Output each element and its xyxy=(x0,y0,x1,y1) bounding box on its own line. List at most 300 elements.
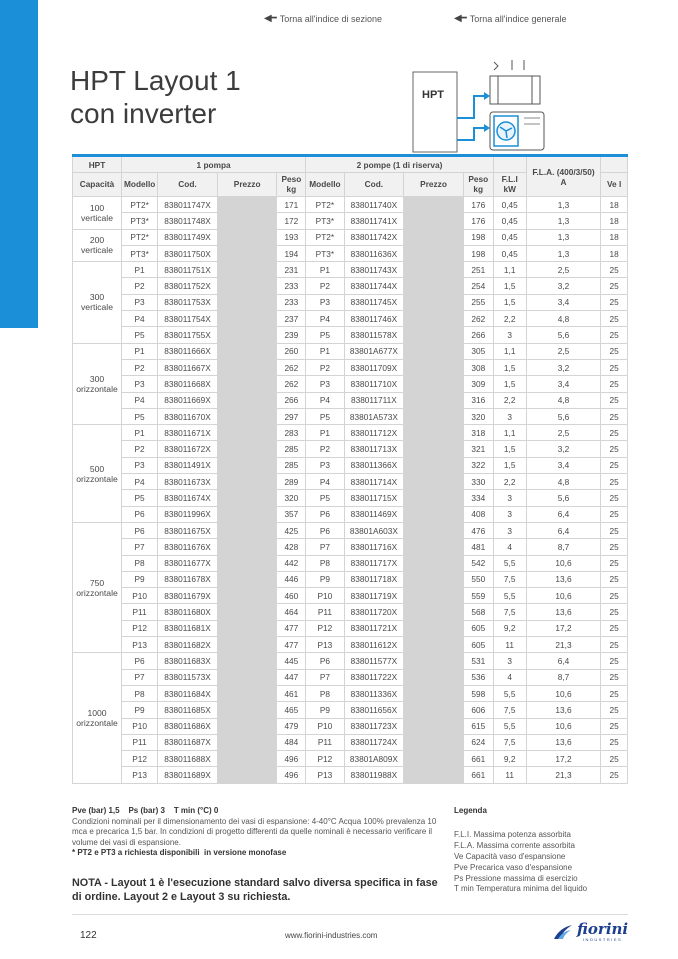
weight-cell: 428 xyxy=(277,539,306,555)
weight2-cell: 316 xyxy=(463,392,493,408)
vel-cell: 18 xyxy=(601,197,628,213)
weight2-cell: 309 xyxy=(463,376,493,392)
vel-cell: 18 xyxy=(601,213,628,229)
weight-cell: 171 xyxy=(277,197,306,213)
model2-cell: P13 xyxy=(306,637,344,653)
fli-cell: 1,5 xyxy=(493,441,526,457)
weight2-cell: 661 xyxy=(463,767,493,783)
price2-header: Prezzo xyxy=(404,173,464,197)
weight-cell: 260 xyxy=(277,343,306,359)
model-cell: PT2* xyxy=(122,229,158,245)
table-row xyxy=(73,229,628,245)
price-header: Prezzo xyxy=(217,173,277,197)
legend xyxy=(454,806,654,895)
price2-cell xyxy=(404,408,464,424)
fli-cell: 0,45 xyxy=(493,245,526,261)
table-row xyxy=(73,197,628,213)
model2-cell: P8 xyxy=(306,685,344,701)
vel-cell: 25 xyxy=(601,767,628,783)
weight2-cell: 550 xyxy=(463,571,493,587)
price2-cell xyxy=(404,522,464,538)
price2-cell xyxy=(404,539,464,555)
layout-note: NOTA - Layout 1 è l'esecuzione standard salvo diversa specifica in fase di ordine. Layout 2 e Layout 3 su richiesta. xyxy=(72,877,438,903)
price2-cell xyxy=(404,327,464,343)
fli-cell: 11 xyxy=(493,767,526,783)
model-cell: P12 xyxy=(122,620,158,636)
model2-cell: P10 xyxy=(306,588,344,604)
vel-cell: 25 xyxy=(601,734,628,750)
model-cell: P1 xyxy=(122,425,158,441)
table-row xyxy=(73,767,628,783)
model-cell: PT3* xyxy=(122,213,158,229)
price-cell xyxy=(217,637,277,653)
fla-cell: 3,2 xyxy=(526,359,601,375)
model-cell: P7 xyxy=(122,669,158,685)
fla-cell: 21,3 xyxy=(526,637,601,653)
weight2-header: Peso kg xyxy=(463,173,493,197)
table-row xyxy=(73,734,628,750)
vel-cell: 25 xyxy=(601,685,628,701)
code-cell: 838011688X xyxy=(158,751,218,767)
weight2-cell: 321 xyxy=(463,441,493,457)
price2-cell xyxy=(404,457,464,473)
model-cell: P9 xyxy=(122,702,158,718)
legend-item: F.L.I. Massima potenza assorbita xyxy=(454,829,571,839)
fla-cell: 3,4 xyxy=(526,457,601,473)
code2-cell: 838011577X xyxy=(344,653,404,669)
price-cell xyxy=(217,702,277,718)
weight2-cell: 568 xyxy=(463,604,493,620)
weight2-cell: 624 xyxy=(463,734,493,750)
fli-cell: 3 xyxy=(493,408,526,424)
table-row xyxy=(73,311,628,327)
code-cell: 838011753X xyxy=(158,294,218,310)
footer-divider xyxy=(72,914,628,915)
model2-cell: P4 xyxy=(306,392,344,408)
table-group-header-row xyxy=(73,156,628,173)
capacity-cell: 750 orizzontale xyxy=(73,522,122,652)
fla-cell: 4,8 xyxy=(526,392,601,408)
weight-cell: 262 xyxy=(277,359,306,375)
code-cell: 838011687X xyxy=(158,734,218,750)
price2-cell xyxy=(404,588,464,604)
weight2-cell: 606 xyxy=(463,702,493,718)
back-to-general-index-link[interactable] xyxy=(454,13,567,24)
fla-cell: 3,2 xyxy=(526,278,601,294)
code2-cell: 838011718X xyxy=(344,571,404,587)
weight2-cell: 318 xyxy=(463,425,493,441)
weight2-cell: 531 xyxy=(463,653,493,669)
table-row xyxy=(73,359,628,375)
model-cell: P6 xyxy=(122,506,158,522)
model-cell: P3 xyxy=(122,376,158,392)
model-cell: P12 xyxy=(122,751,158,767)
fla-cell: 3,4 xyxy=(526,294,601,310)
code2-cell: 838011366X xyxy=(344,457,404,473)
model-cell: PT2* xyxy=(122,197,158,213)
code-cell: 838011671X xyxy=(158,425,218,441)
fli-header: F.L.I kW xyxy=(493,173,526,197)
model2-cell: P12 xyxy=(306,751,344,767)
weight2-cell: 255 xyxy=(463,294,493,310)
fla-cell: 13,6 xyxy=(526,702,601,718)
vel-cell: 25 xyxy=(601,359,628,375)
model-cell: P1 xyxy=(122,262,158,278)
model-cell: P2 xyxy=(122,278,158,294)
model-cell: P2 xyxy=(122,441,158,457)
fli-cell: 3 xyxy=(493,506,526,522)
code-cell: 838011749X xyxy=(158,229,218,245)
table-row xyxy=(73,408,628,424)
model-cell: P13 xyxy=(122,637,158,653)
weight-cell: 357 xyxy=(277,506,306,522)
weight-cell: 461 xyxy=(277,685,306,701)
page-title xyxy=(70,64,370,130)
code2-cell: 838011742X xyxy=(344,229,404,245)
code2-cell: 838011720X xyxy=(344,604,404,620)
code2-cell: 838011724X xyxy=(344,734,404,750)
code2-cell: 838011745X xyxy=(344,294,404,310)
weight-cell: 447 xyxy=(277,669,306,685)
table-row xyxy=(73,457,628,473)
price-cell xyxy=(217,555,277,571)
price2-cell xyxy=(404,669,464,685)
price-cell xyxy=(217,359,277,375)
flow-arrow-icon xyxy=(457,96,488,118)
price2-cell xyxy=(404,392,464,408)
price-cell xyxy=(217,539,277,555)
code2-cell: 838011636X xyxy=(344,245,404,261)
back-to-section-index-link[interactable] xyxy=(264,13,382,24)
price-cell xyxy=(217,751,277,767)
model-cell: P3 xyxy=(122,294,158,310)
model2-cell: PT2* xyxy=(306,197,344,213)
fla-cell: 1,3 xyxy=(526,213,601,229)
weight2-cell: 254 xyxy=(463,278,493,294)
table-row xyxy=(73,637,628,653)
weight-cell: 320 xyxy=(277,490,306,506)
code-cell: 838011666X xyxy=(158,343,218,359)
price2-cell xyxy=(404,229,464,245)
code-cell: 838011491X xyxy=(158,457,218,473)
fla-header: F.L.A. (400/3/50) A xyxy=(526,156,601,197)
fla-cell: 13,6 xyxy=(526,571,601,587)
vel-cell: 25 xyxy=(601,376,628,392)
fla-cell: 13,6 xyxy=(526,734,601,750)
weight-cell: 442 xyxy=(277,555,306,571)
model2-header: Modello xyxy=(306,173,344,197)
weight2-cell: 198 xyxy=(463,245,493,261)
code2-cell: 838011709X xyxy=(344,359,404,375)
model-cell: P8 xyxy=(122,685,158,701)
weight-cell: 425 xyxy=(277,522,306,538)
table-row xyxy=(73,213,628,229)
model2-cell: P13 xyxy=(306,767,344,783)
vel-cell: 25 xyxy=(601,702,628,718)
price2-cell xyxy=(404,555,464,571)
code-cell: 838011573X xyxy=(158,669,218,685)
weight-cell: 484 xyxy=(277,734,306,750)
fli-cell: 1,5 xyxy=(493,376,526,392)
code-cell: 838011676X xyxy=(158,539,218,555)
code-cell: 838011752X xyxy=(158,278,218,294)
vel-cell: 25 xyxy=(601,669,628,685)
fli-cell: 5,5 xyxy=(493,555,526,571)
model-cell: P2 xyxy=(122,359,158,375)
fli-cell: 1,5 xyxy=(493,294,526,310)
model2-cell: P6 xyxy=(306,506,344,522)
legend-item: T min Temperatura minima del liquido xyxy=(454,884,588,894)
vel-cell: 25 xyxy=(601,278,628,294)
website-link[interactable]: www.fiorini-industries.com xyxy=(285,931,378,940)
price2-cell xyxy=(404,441,464,457)
code-cell: 838011684X xyxy=(158,685,218,701)
fli-cell: 7,5 xyxy=(493,571,526,587)
model2-cell: P7 xyxy=(306,669,344,685)
fli-cell: 9,2 xyxy=(493,751,526,767)
table-row xyxy=(73,685,628,701)
table-row xyxy=(73,441,628,457)
model2-cell: P3 xyxy=(306,294,344,310)
price2-cell xyxy=(404,637,464,653)
weight2-cell: 559 xyxy=(463,588,493,604)
vel-cell: 25 xyxy=(601,571,628,587)
code2-cell: 83801A809X xyxy=(344,751,404,767)
price-cell xyxy=(217,278,277,294)
fli-cell: 2,2 xyxy=(493,311,526,327)
vel-cell: 18 xyxy=(601,245,628,261)
price-cell xyxy=(217,604,277,620)
table-row xyxy=(73,490,628,506)
weight2-cell: 176 xyxy=(463,213,493,229)
model-cell: P5 xyxy=(122,327,158,343)
model-cell: P4 xyxy=(122,474,158,490)
code2-cell: 838011741X xyxy=(344,213,404,229)
vel-cell: 25 xyxy=(601,441,628,457)
fli-cell: 7,5 xyxy=(493,702,526,718)
price2-cell xyxy=(404,425,464,441)
fli-cell: 7,5 xyxy=(493,734,526,750)
model-cell: P5 xyxy=(122,490,158,506)
fli-cell: 11 xyxy=(493,637,526,653)
table-row xyxy=(73,376,628,392)
fla-cell: 1,3 xyxy=(526,229,601,245)
weight-cell: 297 xyxy=(277,408,306,424)
back-to-section-index-label: Torna all'indice di sezione xyxy=(279,13,382,24)
model2-cell: P9 xyxy=(306,571,344,587)
weight2-cell: 615 xyxy=(463,718,493,734)
weight2-cell: 330 xyxy=(463,474,493,490)
code-cell: 838011680X xyxy=(158,604,218,620)
code-cell: 838011686X xyxy=(158,718,218,734)
fla-cell: 2,5 xyxy=(526,343,601,359)
model2-cell: P11 xyxy=(306,734,344,750)
fla-cell: 6,4 xyxy=(526,522,601,538)
table-row xyxy=(73,245,628,261)
table-row xyxy=(73,702,628,718)
weight-cell: 477 xyxy=(277,637,306,653)
price2-cell xyxy=(404,734,464,750)
price2-cell xyxy=(404,571,464,587)
price2-cell xyxy=(404,620,464,636)
logo-wordmark: fiorini xyxy=(577,920,629,938)
vel-cell: 25 xyxy=(601,506,628,522)
code2-cell: 838011713X xyxy=(344,441,404,457)
price2-cell xyxy=(404,604,464,620)
fla-cell: 10,6 xyxy=(526,588,601,604)
nominal-values-line: Pve (bar) 1,5 Ps (bar) 3 T min (°C) 0 xyxy=(72,806,219,815)
model2-cell: P8 xyxy=(306,555,344,571)
vel-cell: 25 xyxy=(601,311,628,327)
weight2-cell: 476 xyxy=(463,522,493,538)
conditions-text: Condizioni nominali per il dimensionamento dei vasi di espansione: 4-40°C Acqua 100% prevalenza 10 mca e precarica 1,5 bar. In condizioni di progetto differenti da quelle nominali è necessario verificare il volume dei vasi di espansione. xyxy=(72,816,437,847)
vel-cell: 25 xyxy=(601,604,628,620)
model2-cell: P7 xyxy=(306,539,344,555)
code-cell: 838011755X xyxy=(158,327,218,343)
price-cell xyxy=(217,506,277,522)
code2-cell: 838011716X xyxy=(344,539,404,555)
code2-cell: 83801A573X xyxy=(344,408,404,424)
price2-cell xyxy=(404,702,464,718)
fli-cell: 0,45 xyxy=(493,197,526,213)
weight-cell: 172 xyxy=(277,213,306,229)
weight2-cell: 198 xyxy=(463,229,493,245)
price2-cell xyxy=(404,474,464,490)
vel-cell: 25 xyxy=(601,262,628,278)
fli-cell: 1,1 xyxy=(493,262,526,278)
two-pumps-header: 2 pompe (1 di riserva) xyxy=(306,156,493,173)
code-cell: 838011754X xyxy=(158,311,218,327)
one-pump-header: 1 pompa xyxy=(122,156,306,173)
product-table xyxy=(72,154,628,784)
model2-cell: P2 xyxy=(306,359,344,375)
fli-cell: 3 xyxy=(493,522,526,538)
price2-cell xyxy=(404,245,464,261)
weight2-cell: 542 xyxy=(463,555,493,571)
vel-cell: 25 xyxy=(601,653,628,669)
fli-cell: 3 xyxy=(493,327,526,343)
model2-cell: P2 xyxy=(306,278,344,294)
vel-cell: 25 xyxy=(601,294,628,310)
price-cell xyxy=(217,490,277,506)
vel-cell: 25 xyxy=(601,457,628,473)
price-cell xyxy=(217,376,277,392)
model2-cell: P1 xyxy=(306,425,344,441)
code-cell: 838011675X xyxy=(158,522,218,538)
weight-cell: 496 xyxy=(277,751,306,767)
code-cell: 838011673X xyxy=(158,474,218,490)
price-cell xyxy=(217,474,277,490)
price-cell xyxy=(217,620,277,636)
code-cell: 838011681X xyxy=(158,620,218,636)
fli-cell: 3 xyxy=(493,490,526,506)
vel-cell: 25 xyxy=(601,751,628,767)
price-cell xyxy=(217,718,277,734)
price2-cell xyxy=(404,294,464,310)
model2-cell: P1 xyxy=(306,343,344,359)
code2-cell: 838011723X xyxy=(344,718,404,734)
code-cell: 838011689X xyxy=(158,767,218,783)
price-cell xyxy=(217,311,277,327)
weight-cell: 496 xyxy=(277,767,306,783)
weight-cell: 465 xyxy=(277,702,306,718)
price-cell xyxy=(217,653,277,669)
price-cell xyxy=(217,294,277,310)
capacity-cell: 300 verticale xyxy=(73,262,122,343)
price2-cell xyxy=(404,767,464,783)
price2-cell xyxy=(404,359,464,375)
code-header: Cod. xyxy=(158,173,218,197)
weight-cell: 289 xyxy=(277,474,306,490)
model-cell: P10 xyxy=(122,588,158,604)
table-row xyxy=(73,555,628,571)
model-cell: P11 xyxy=(122,604,158,620)
model-cell: P4 xyxy=(122,392,158,408)
fla-cell: 1,3 xyxy=(526,245,601,261)
fli-cell: 0,45 xyxy=(493,229,526,245)
price-cell xyxy=(217,522,277,538)
capacity-cell: 100 verticale xyxy=(73,197,122,230)
weight2-cell: 305 xyxy=(463,343,493,359)
fla-cell: 5,6 xyxy=(526,408,601,424)
code2-cell: 838011711X xyxy=(344,392,404,408)
table-row xyxy=(73,392,628,408)
model-header: Modello xyxy=(122,173,158,197)
code2-cell: 838011719X xyxy=(344,588,404,604)
weight-cell: 233 xyxy=(277,294,306,310)
capacity-cell: 1000 orizzontale xyxy=(73,653,122,783)
vel-cell: 25 xyxy=(601,637,628,653)
price-cell xyxy=(217,669,277,685)
model-cell: P10 xyxy=(122,718,158,734)
code2-header: Cod. xyxy=(344,173,404,197)
price-cell xyxy=(217,327,277,343)
code-cell: 838011996X xyxy=(158,506,218,522)
fli-cell: 5,5 xyxy=(493,718,526,734)
fla-cell: 13,6 xyxy=(526,604,601,620)
price-cell xyxy=(217,685,277,701)
code2-cell: 838011721X xyxy=(344,620,404,636)
fli-cell: 3 xyxy=(493,653,526,669)
vel-cell: 25 xyxy=(601,425,628,441)
weight2-cell: 605 xyxy=(463,637,493,653)
model2-cell: PT2* xyxy=(306,229,344,245)
model-cell: P6 xyxy=(122,522,158,538)
price2-cell xyxy=(404,685,464,701)
price2-cell xyxy=(404,490,464,506)
weight2-cell: 334 xyxy=(463,490,493,506)
model2-cell: P5 xyxy=(306,490,344,506)
fla-cell: 3,4 xyxy=(526,376,601,392)
fla-cell: 6,4 xyxy=(526,506,601,522)
fli-cell: 1,1 xyxy=(493,343,526,359)
weight-cell: 460 xyxy=(277,588,306,604)
legend-item: Ve Capacità vaso d'espansione xyxy=(454,851,566,861)
code2-cell: 838011336X xyxy=(344,685,404,701)
code2-cell: 83801A603X xyxy=(344,522,404,538)
model-cell: P3 xyxy=(122,457,158,473)
code2-cell: 838011469X xyxy=(344,506,404,522)
fli-cell: 9,2 xyxy=(493,620,526,636)
side-accent-bar xyxy=(0,0,38,328)
hpt-header: HPT xyxy=(73,156,122,173)
model2-cell: P12 xyxy=(306,620,344,636)
code2-cell: 838011578X xyxy=(344,327,404,343)
capacity-cell: 300 orizzontale xyxy=(73,343,122,424)
fla-cell: 6,4 xyxy=(526,653,601,669)
price2-cell xyxy=(404,653,464,669)
table-row xyxy=(73,751,628,767)
